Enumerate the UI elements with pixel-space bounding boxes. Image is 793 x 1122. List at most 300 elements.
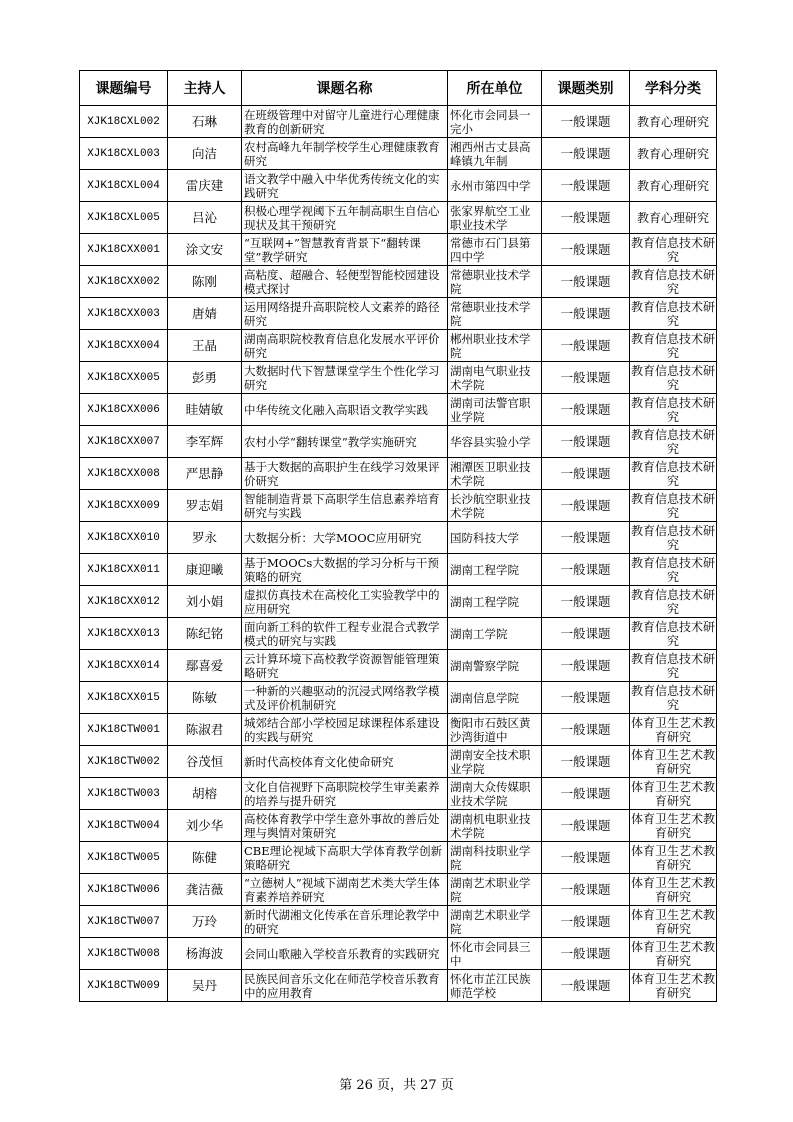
host-cell-text: 鄢喜爱: [185, 658, 224, 673]
project-title-cell: [242, 426, 448, 458]
host-cell: [168, 650, 242, 682]
project-code-cell-text: XJK18CXX014: [87, 659, 160, 672]
project-title-cell: [242, 778, 448, 810]
project-code-cell: [80, 778, 168, 810]
table-row: [80, 458, 717, 490]
host-cell-text: 杨海波: [185, 946, 224, 961]
category-cell: [542, 170, 630, 202]
host-cell-text: 石琳: [191, 114, 217, 129]
unit-cell: [448, 810, 542, 842]
host-cell-text: 彭勇: [191, 370, 217, 385]
host-cell: [168, 362, 242, 394]
category-cell: [542, 746, 630, 778]
category-cell: [542, 234, 630, 266]
host-cell: [168, 554, 242, 586]
subject-cell: [630, 106, 717, 138]
project-code-cell: [80, 426, 168, 458]
unit-cell: [448, 362, 542, 394]
unit-cell-text: 湖南科技职业学院: [450, 843, 531, 872]
category-cell-text: 一般课题: [560, 210, 611, 225]
project-title-cell: [242, 554, 448, 586]
project-title-cell: [242, 394, 448, 426]
category-cell-text: 一般课题: [560, 850, 611, 865]
project-title-cell-text: 语文教学中融入中华优秀传统文化的实践研究: [244, 171, 440, 200]
project-title-cell-text: 农村高峰九年制学校学生心理健康教育研究: [244, 139, 440, 168]
project-code-cell-text: XJK18CTW002: [87, 755, 160, 768]
category-cell-text: 一般课题: [560, 594, 611, 609]
project-title-cell: [242, 842, 448, 874]
host-cell-text: 涂文安: [185, 242, 224, 257]
project-title-cell-text: 大数据分析：大学MOOC应用研究: [244, 530, 422, 545]
project-title-cell-text: 积极心理学视阈下五年制高职生自信心现状及其干预研究: [244, 203, 440, 232]
subject-cell-text: 教育信息技术研究: [630, 555, 715, 584]
host-cell: [168, 522, 242, 554]
category-cell: [542, 618, 630, 650]
table-row: [80, 938, 717, 970]
host-cell-text: 雷庆建: [185, 178, 224, 193]
project-title-cell: [242, 458, 448, 490]
project-title-cell: [242, 874, 448, 906]
subject-cell: [630, 138, 717, 170]
project-title-cell-text: 民族民间音乐文化在师范学校音乐教育中的应用教育: [244, 971, 440, 1000]
category-cell: [542, 490, 630, 522]
table-row: [80, 522, 717, 554]
unit-cell: [448, 490, 542, 522]
subject-cell: [630, 938, 717, 970]
unit-cell: [448, 106, 542, 138]
project-code-cell: [80, 138, 168, 170]
subject-cell-text: 教育信息技术研究: [630, 587, 715, 616]
host-cell-text: 眭婧敏: [185, 402, 224, 417]
unit-cell-text: 国防科技大学: [450, 530, 519, 545]
unit-cell-text: 湖南艺术职业学院: [450, 875, 531, 904]
table-row: [80, 330, 717, 362]
subject-cell-text: 教育信息技术研究: [630, 427, 715, 456]
unit-cell-text: 郴州职业技术学院: [450, 331, 531, 360]
subject-cell: [630, 330, 717, 362]
category-cell: [542, 394, 630, 426]
table-row: [80, 138, 717, 170]
subject-cell: [630, 810, 717, 842]
subject-cell-text: 体育卫生艺术教育研究: [630, 971, 715, 1000]
unit-cell: [448, 586, 542, 618]
host-cell: [168, 330, 242, 362]
project-code-cell-text: XJK18CXX006: [87, 403, 160, 416]
project-title-cell-text: 基于大数据的高职护生在线学习效果评价研究: [244, 459, 440, 488]
project-code-cell-text: XJK18CXL005: [87, 211, 160, 224]
category-cell: [542, 554, 630, 586]
unit-cell-text: 湖南警察学院: [450, 658, 519, 673]
subject-cell: [630, 490, 717, 522]
project-title-cell: [242, 362, 448, 394]
host-cell: [168, 586, 242, 618]
host-cell: [168, 842, 242, 874]
project-code-cell: [80, 330, 168, 362]
host-cell-text: 陈健: [191, 850, 217, 865]
project-code-cell: [80, 970, 168, 1002]
project-code-cell-text: XJK18CXX004: [87, 339, 160, 352]
projects-table: [79, 70, 717, 1002]
subject-cell: [630, 682, 717, 714]
unit-cell-text: 怀化市芷江民族师范学校: [450, 971, 531, 1000]
project-code-cell-text: XJK18CTW009: [87, 979, 160, 992]
table-row: [80, 362, 717, 394]
project-code-cell-text: XJK18CTW005: [87, 851, 160, 864]
project-title-cell: [242, 298, 448, 330]
header-project-title: 课题名称: [242, 71, 448, 106]
project-title-cell-text: 新时代湖湘文化传承在音乐理论教学中的研究: [244, 907, 440, 936]
host-cell: [168, 970, 242, 1002]
category-cell: [542, 842, 630, 874]
project-title-cell-text: 高校体育教学中学生意外事故的善后处理与舆情对策研究: [244, 811, 440, 840]
page-number: 第 26 页，共 27 页: [339, 1078, 454, 1093]
subject-cell: [630, 650, 717, 682]
subject-cell: [630, 426, 717, 458]
table-row: [80, 714, 717, 746]
project-code-cell: [80, 810, 168, 842]
project-code-cell: [80, 170, 168, 202]
unit-cell: [448, 202, 542, 234]
subject-cell: [630, 906, 717, 938]
table-header-row: [80, 71, 717, 106]
category-cell-text: 一般课题: [560, 754, 611, 769]
project-title-cell-text: 基于MOOCs大数据的学习分析与干预策略的研究: [244, 555, 439, 584]
host-cell-text: 陈淑君: [185, 722, 224, 737]
host-cell: [168, 618, 242, 650]
project-code-cell: [80, 586, 168, 618]
category-cell: [542, 778, 630, 810]
subject-cell-text: 教育信息技术研究: [630, 267, 715, 296]
project-title-cell: [242, 810, 448, 842]
unit-cell: [448, 394, 542, 426]
unit-cell-text: 湖南工学院: [450, 626, 508, 641]
subject-cell: [630, 970, 717, 1002]
host-cell: [168, 298, 242, 330]
subject-cell: [630, 554, 717, 586]
project-title-cell-text: 云计算环境下高校教学资源智能管理策略研究: [244, 651, 440, 680]
host-cell-text: 严思静: [185, 466, 224, 481]
category-cell-text: 一般课题: [560, 146, 611, 161]
unit-cell: [448, 170, 542, 202]
unit-cell-text: 常德市石门县第四中学: [450, 235, 531, 264]
subject-cell-text: 体育卫生艺术教育研究: [630, 715, 715, 744]
project-title-cell: [242, 714, 448, 746]
subject-cell: [630, 298, 717, 330]
table-row: [80, 746, 717, 778]
subject-cell-text: 体育卫生艺术教育研究: [630, 939, 715, 968]
project-code-cell: [80, 650, 168, 682]
category-cell: [542, 426, 630, 458]
unit-cell-text: 怀化市会同县一完小: [450, 107, 531, 136]
host-cell: [168, 714, 242, 746]
unit-cell-text: 湖南工程学院: [450, 594, 519, 609]
project-code-cell-text: XJK18CXX007: [87, 435, 160, 448]
category-cell: [542, 458, 630, 490]
host-cell: [168, 426, 242, 458]
host-cell-text: 王晶: [191, 338, 217, 353]
unit-cell: [448, 682, 542, 714]
category-cell-text: 一般课题: [560, 818, 611, 833]
host-cell-text: 向洁: [191, 146, 217, 161]
category-cell: [542, 682, 630, 714]
category-cell-text: 一般课题: [560, 690, 611, 705]
category-cell: [542, 874, 630, 906]
unit-cell: [448, 330, 542, 362]
project-title-cell-text: 湖南高职院校教育信息化发展水平评价研究: [244, 331, 440, 360]
project-title-cell: [242, 490, 448, 522]
category-cell-text: 一般课题: [560, 402, 611, 417]
unit-cell-text: 张家界航空工业职业技术学: [450, 203, 531, 232]
category-cell: [542, 202, 630, 234]
project-title-cell: [242, 682, 448, 714]
category-cell-text: 一般课题: [560, 242, 611, 257]
project-title-cell: [242, 970, 448, 1002]
subject-cell-text: 教育信息技术研究: [630, 235, 715, 264]
project-title-cell-text: 大数据时代下智慧课堂学生个性化学习研究: [244, 363, 440, 392]
category-cell: [542, 650, 630, 682]
project-code-cell-text: XJK18CTW001: [87, 723, 160, 736]
project-title-cell: [242, 330, 448, 362]
host-cell-text: 陈刚: [191, 274, 217, 289]
unit-cell-text: 湖南安全技术职业学院: [450, 747, 531, 776]
subject-cell-text: 体育卫生艺术教育研究: [630, 875, 715, 904]
unit-cell-text: 湖南司法警官职业学院: [450, 395, 531, 424]
unit-cell-text: 衡阳市石鼓区黄沙湾街道中: [450, 715, 531, 744]
subject-cell-text: 体育卫生艺术教育研究: [630, 907, 715, 936]
subject-cell-text: 教育心理研究: [636, 146, 709, 161]
subject-cell: [630, 170, 717, 202]
category-cell-text: 一般课题: [560, 434, 611, 449]
unit-cell: [448, 714, 542, 746]
subject-cell: [630, 362, 717, 394]
table-row: [80, 490, 717, 522]
project-title-cell-text: 虚拟仿真技术在高校化工实验教学中的应用研究: [244, 587, 440, 616]
table-row: [80, 778, 717, 810]
unit-cell: [448, 426, 542, 458]
category-cell: [542, 106, 630, 138]
project-code-cell-text: XJK18CTW006: [87, 883, 160, 896]
unit-cell-text: 长沙航空职业技术学院: [450, 491, 531, 520]
category-cell: [542, 714, 630, 746]
project-title-cell: [242, 138, 448, 170]
category-cell-text: 一般课题: [560, 786, 611, 801]
unit-cell-text: 永州市第四中学: [450, 178, 531, 193]
project-title-cell-text: 文化自信视野下高职院校学生审美素养的培养与提升研究: [244, 779, 440, 808]
unit-cell: [448, 522, 542, 554]
project-code-cell-text: XJK18CXX013: [87, 627, 160, 640]
subject-cell-text: 教育心理研究: [636, 114, 709, 129]
category-cell: [542, 298, 630, 330]
project-title-cell-text: 智能制造背景下高职学生信息素养培育研究与实践: [244, 491, 440, 520]
host-cell-text: 龚洁薇: [185, 882, 224, 897]
project-title-cell-text: 新时代高校体育文化使命研究: [244, 754, 394, 769]
host-cell-text: 胡榕: [191, 786, 217, 801]
subject-cell-text: 体育卫生艺术教育研究: [630, 811, 715, 840]
category-cell: [542, 138, 630, 170]
project-code-cell: [80, 554, 168, 586]
unit-cell-text: 常德职业技术学院: [450, 267, 531, 296]
subject-cell: [630, 874, 717, 906]
category-cell-text: 一般课题: [560, 338, 611, 353]
host-cell-text: 康迎曦: [185, 562, 224, 577]
category-cell-text: 一般课题: [560, 914, 611, 929]
project-code-cell: [80, 458, 168, 490]
table-row: [80, 266, 717, 298]
project-code-cell: [80, 874, 168, 906]
project-title-cell-text: 会同山歌融入学校音乐教育的实践研究: [244, 946, 440, 961]
host-cell-text: 罗永: [191, 530, 217, 545]
subject-cell-text: 教育信息技术研究: [630, 619, 715, 648]
project-code-cell-text: XJK18CXX010: [87, 531, 160, 544]
category-cell-text: 一般课题: [560, 658, 611, 673]
project-code-cell-text: XJK18CXX003: [87, 307, 160, 320]
project-code-cell-text: XJK18CXX009: [87, 499, 160, 512]
unit-cell-text: 湖南艺术职业学院: [450, 907, 531, 936]
project-title-cell: [242, 586, 448, 618]
subject-cell: [630, 522, 717, 554]
subject-cell-text: 教育心理研究: [636, 210, 709, 225]
category-cell-text: 一般课题: [560, 946, 611, 961]
category-cell-text: 一般课题: [560, 530, 611, 545]
host-cell: [168, 490, 242, 522]
category-cell-text: 一般课题: [560, 562, 611, 577]
project-title-cell-text: 面向新工科的软件工程专业混合式教学模式的研究与实践: [244, 619, 440, 648]
table-row: [80, 682, 717, 714]
host-cell-text: 刘小娟: [185, 594, 224, 609]
category-cell: [542, 266, 630, 298]
project-title-cell: [242, 650, 448, 682]
host-cell: [168, 234, 242, 266]
header-project-code: 课题编号: [80, 71, 168, 106]
header-subject: 学科分类: [630, 71, 717, 106]
project-code-cell: [80, 522, 168, 554]
project-title-cell: [242, 170, 448, 202]
category-cell: [542, 330, 630, 362]
project-title-cell: [242, 618, 448, 650]
subject-cell-text: 教育心理研究: [636, 178, 709, 193]
subject-cell-text: 教育信息技术研究: [630, 395, 715, 424]
category-cell: [542, 586, 630, 618]
project-code-cell: [80, 746, 168, 778]
project-code-cell: [80, 362, 168, 394]
header-category: 课题类别: [542, 71, 630, 106]
unit-cell-text: 湘潭医卫职业技术学院: [450, 459, 531, 488]
table-row: [80, 906, 717, 938]
host-cell: [168, 138, 242, 170]
table-row: [80, 970, 717, 1002]
table-row: [80, 554, 717, 586]
project-code-cell: [80, 714, 168, 746]
project-code-cell-text: XJK18CXX005: [87, 371, 160, 384]
unit-cell-text: 湖南机电职业技术学院: [450, 811, 531, 840]
subject-cell-text: 体育卫生艺术教育研究: [630, 843, 715, 872]
project-title-cell-text: 高粘度、超融合、轻便型智能校园建设模式探讨: [244, 267, 440, 296]
host-cell-text: 吕沁: [191, 210, 217, 225]
project-title-cell-text: “立德树人”视域下湖南艺术类大学生体育素养培养研究: [244, 875, 440, 904]
host-cell-text: 吴丹: [191, 978, 217, 993]
project-code-cell-text: XJK18CXL002: [87, 115, 160, 128]
table-row: [80, 586, 717, 618]
subject-cell: [630, 746, 717, 778]
host-cell: [168, 170, 242, 202]
category-cell-text: 一般课题: [560, 274, 611, 289]
header-unit: 所在单位: [448, 71, 542, 106]
category-cell-text: 一般课题: [560, 882, 611, 897]
table-row: [80, 394, 717, 426]
header-host: 主持人: [168, 71, 242, 106]
category-cell-text: 一般课题: [560, 306, 611, 321]
project-code-cell-text: XJK18CXX008: [87, 467, 160, 480]
category-cell-text: 一般课题: [560, 114, 611, 129]
host-cell: [168, 874, 242, 906]
subject-cell-text: 教育信息技术研究: [630, 651, 715, 680]
project-code-cell-text: XJK18CTW003: [87, 787, 160, 800]
project-code-cell-text: XJK18CXX011: [87, 563, 160, 576]
host-cell: [168, 778, 242, 810]
project-code-cell-text: XJK18CTW004: [87, 819, 160, 832]
project-title-cell: [242, 106, 448, 138]
subject-cell: [630, 618, 717, 650]
project-title-cell: [242, 266, 448, 298]
table-row: [80, 170, 717, 202]
host-cell-text: 谷茂恒: [185, 754, 224, 769]
category-cell-text: 一般课题: [560, 466, 611, 481]
subject-cell-text: 教育信息技术研究: [630, 363, 715, 392]
project-code-cell-text: XJK18CXX001: [87, 243, 160, 256]
table-row: [80, 202, 717, 234]
host-cell-text: 陈纪铭: [185, 626, 224, 641]
project-title-cell-text: 运用网络提升高职院校人文素养的路径研究: [244, 299, 440, 328]
subject-cell-text: 教育信息技术研究: [630, 523, 715, 552]
unit-cell-text: 华容县实验小学: [450, 434, 531, 449]
unit-cell-text: 常德职业技术学院: [450, 299, 531, 328]
unit-cell-text: 怀化市会同县三中: [450, 939, 531, 968]
project-code-cell: [80, 938, 168, 970]
host-cell-text: 李军辉: [185, 434, 224, 449]
host-cell: [168, 106, 242, 138]
host-cell: [168, 810, 242, 842]
table-row: [80, 618, 717, 650]
host-cell-text: 万玲: [191, 914, 217, 929]
unit-cell: [448, 906, 542, 938]
unit-cell: [448, 138, 542, 170]
host-cell: [168, 746, 242, 778]
project-title-cell-text: 中华传统文化融入高职语文教学实践: [244, 402, 428, 417]
category-cell-text: 一般课题: [560, 978, 611, 993]
category-cell-text: 一般课题: [560, 722, 611, 737]
subject-cell-text: 教育信息技术研究: [630, 299, 715, 328]
project-code-cell: [80, 298, 168, 330]
unit-cell: [448, 618, 542, 650]
host-cell: [168, 266, 242, 298]
project-title-cell: [242, 202, 448, 234]
subject-cell: [630, 234, 717, 266]
category-cell: [542, 362, 630, 394]
subject-cell: [630, 842, 717, 874]
category-cell: [542, 938, 630, 970]
project-code-cell: [80, 618, 168, 650]
category-cell-text: 一般课题: [560, 178, 611, 193]
host-cell: [168, 202, 242, 234]
table-row: [80, 234, 717, 266]
unit-cell: [448, 554, 542, 586]
project-code-cell-text: XJK18CXL003: [87, 147, 160, 160]
table-row: [80, 650, 717, 682]
project-code-cell: [80, 202, 168, 234]
unit-cell: [448, 458, 542, 490]
unit-cell-text: 湖南大众传媒职业技术学院: [450, 779, 531, 808]
project-title-cell: [242, 234, 448, 266]
